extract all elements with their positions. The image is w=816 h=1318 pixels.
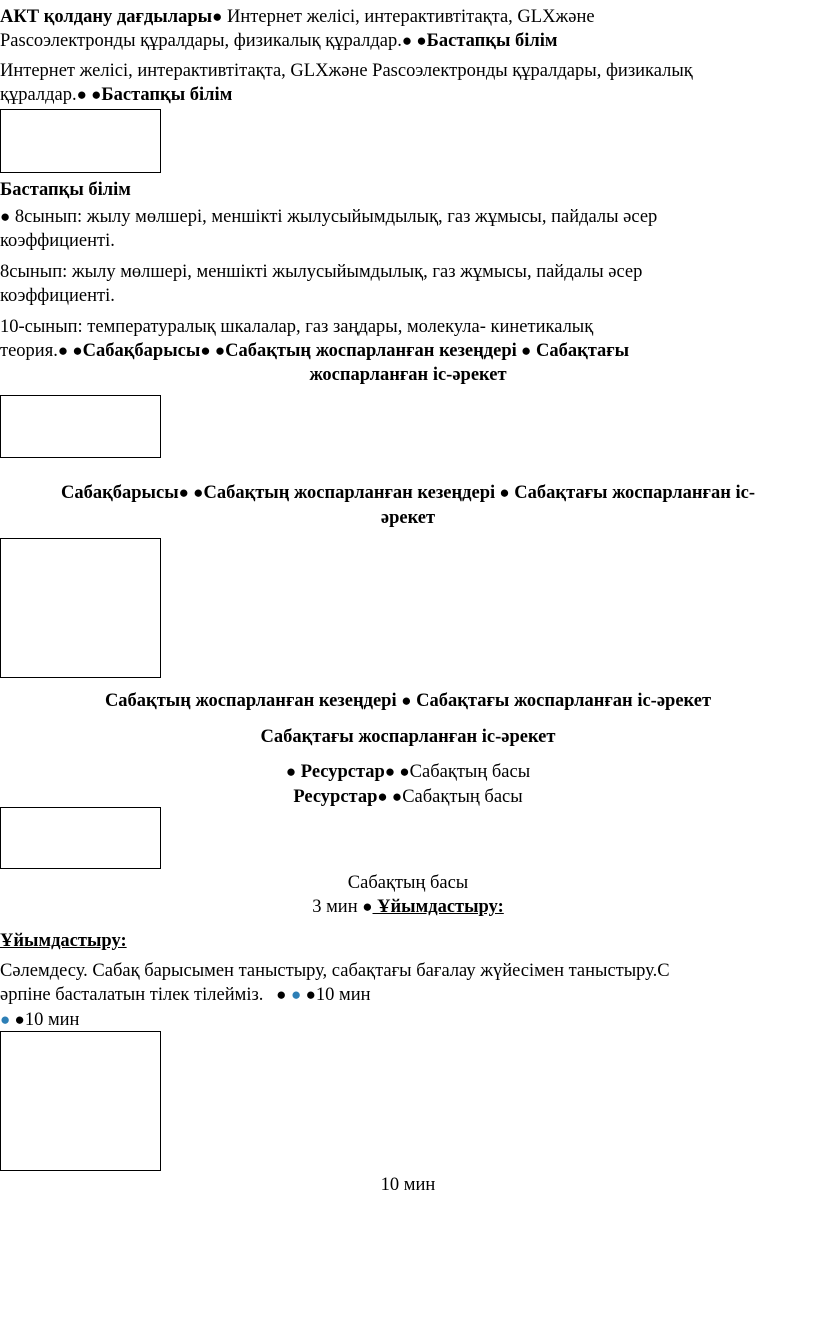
text-run: 3 мин [312,897,363,917]
bullet-icon: ● [301,985,316,1004]
bold-run: Сабақтағы жоспарланған іс-әрекет [411,691,712,711]
bold-run: Сабақтың жоспарланған кезеңдері [203,483,496,503]
bold-run: Сабақтың жоспарланған кезеңдері [104,691,402,711]
doc-line [0,340,800,362]
doc-line [0,896,816,918]
bold-run: Сабақтың жоспарланған кезеңдері [225,341,517,361]
text-run: Сабақтың басы [402,787,523,807]
text-run: 10 мин [315,985,371,1005]
doc-line: жоспарланған іс-әрекет [309,365,507,385]
doc-line: Интернет желісі, интерактивтітақта, GLXжәне Pascoэлектронды құралдары, физикалық [0,61,693,81]
text-run: 10 мин [24,1010,80,1030]
doc-line [0,761,816,783]
bullet-icon: ● ● [384,762,410,781]
doc-line [0,690,816,712]
bold-run: Сабақтағы жоспарланған іс- [509,483,755,503]
bullet-icon: ● ● [377,787,403,806]
doc-line: 10 мин [380,1175,436,1195]
bold-run: Бастапқы білім [101,85,233,105]
bullet-icon: ● ● [76,85,102,104]
text-run: Интернет желісі, интерактивтітақта, GLXжәне [222,7,595,27]
bullet-icon: ● ● [178,483,204,502]
bullet-icon: ● ● [57,341,83,360]
section-heading: Бастапқы білім [0,180,131,200]
doc-line: коэффициенті. [0,286,115,306]
empty-box [0,807,161,869]
bullet-icon: ● ● [401,31,427,50]
text-run: Pascoэлектронды құралдары, физикалық құралдар. [0,31,402,51]
doc-line: әрекет [380,508,436,528]
empty-box [0,538,161,678]
bullet-icon: ● [10,1010,25,1029]
empty-box [0,109,161,173]
bold-run: Бастапқы білім [426,31,558,51]
doc-line: 8сынып: жылу мөлшері, меншікті жылусыйымдылық, газ жұмысы, пайдалы әсер [0,262,643,282]
doc-line [0,84,800,106]
text-run: 8сынып: жылу мөлшері, меншікті жылусыйымдылық, газ жұмысы, пайдалы әсер [10,207,658,227]
text-run: Сабақтың басы [409,762,531,782]
blue-bullet-icon: ● [291,985,302,1004]
doc-line: Сабақтағы жоспарланған іс-әрекет [260,727,556,747]
bold-run: Сабақбарысы [82,341,201,361]
text-run: әрпіне басталатын тілек тілейміз. [0,985,264,1005]
skills-title: АКТ қолдану дағдылары [0,7,213,27]
bold-run: Сабақбарысы [60,483,179,503]
doc-line: Сәлемдесу. Сабақ барысымен таныстыру, сабақтағы бағалау жүйесімен таныстыру.С [0,961,670,981]
blue-bullet-icon: ● [0,1010,11,1029]
bullet-icon: ● [401,691,412,710]
doc-line: Сабақтың басы [347,873,469,893]
doc-line [0,482,816,504]
bold-run: Ресурстар [296,762,385,782]
bullet-icon: ● [212,7,223,26]
doc-line [0,786,816,808]
bullet-icon: ● [0,207,11,226]
bullet-icon: ● ● [200,341,226,360]
empty-box [0,395,161,458]
section-heading: Ұйымдастыру: [0,931,127,951]
doc-line: 10-сынып: температуралық шкалалар, газ заңдары, молекула- кинетикалық [0,317,594,337]
bullet-icon: ● [495,483,510,502]
bullet-icon: ● [516,341,532,360]
doc-line [0,6,800,28]
bullet-icon: ● [285,762,297,781]
doc-line: коэффициенті. [0,231,115,251]
text-run: құралдар. [0,85,77,105]
bullet-icon: ● [263,985,287,1004]
text-run: теория. [0,341,58,361]
empty-box [0,1031,161,1171]
doc-line [0,984,800,1006]
bold-run: Сабақтағы [531,341,630,361]
doc-line [0,30,800,52]
doc-line [0,1009,800,1031]
bold-run: Ұйымдастыру: [372,897,504,917]
doc-line [0,206,800,228]
bold-run: Ресурстар [293,787,378,807]
bullet-icon: ● [362,897,373,916]
